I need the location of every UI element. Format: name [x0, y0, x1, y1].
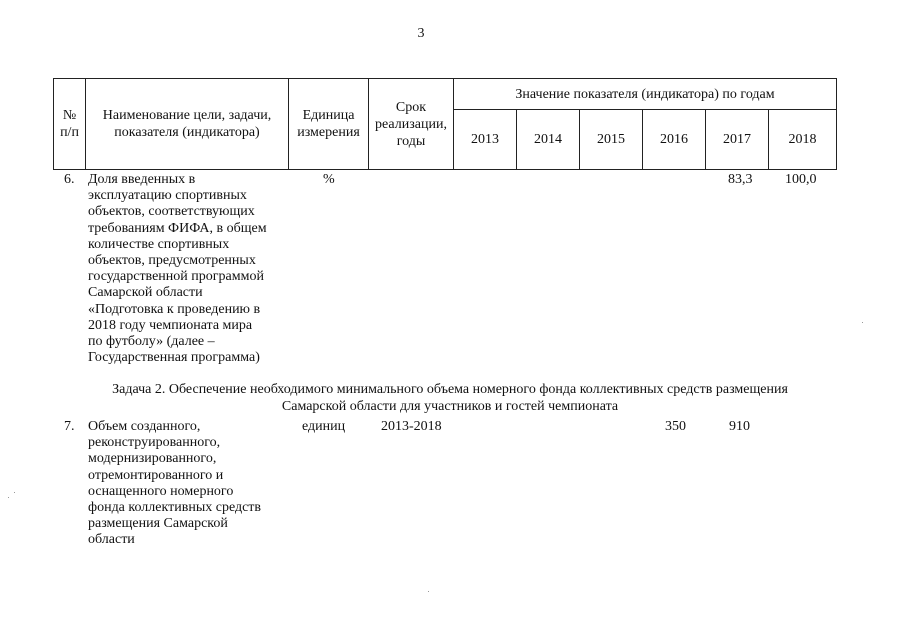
header-year: 2013: [454, 110, 517, 170]
header-col-period: Срок реализации, годы: [369, 79, 454, 170]
header-year: 2016: [643, 110, 706, 170]
value-2018: 910: [729, 419, 750, 434]
scan-speck: [862, 322, 863, 323]
header-year: 2018: [769, 110, 837, 170]
scan-speck: [14, 492, 15, 493]
row-number: 7.: [64, 419, 75, 434]
scan-speck: [8, 497, 9, 498]
indicator-name: Доля введенных в эксплуатацию спортивных объектов, соответствующих требованиям ФИФА, в общем количестве спортивных объектов, предусмотренных государственной программой Самарской области «Подготовка к проведению в 2018 году чемпионата мира по футболу» (далее – Государственная программа): [88, 172, 267, 366]
unit-value: единиц: [302, 419, 346, 434]
indicator-name: Объем созданного, реконструированного, модернизированного, отремонтированного и оснащенного номерного фонда коллективных средств размещения Самарской области: [88, 419, 262, 548]
header-year: 2015: [580, 110, 643, 170]
value-2017: 350: [665, 419, 686, 434]
header-values-group: Значение показателя (индикатора) по годам: [454, 79, 837, 110]
period-value: 2013-2018: [381, 419, 442, 434]
header-year: 2017: [706, 110, 769, 170]
value-2017: 83,3: [728, 172, 753, 187]
row-number: 6.: [64, 172, 75, 187]
header-year: 2014: [517, 110, 580, 170]
indicator-table-header: [53, 78, 837, 170]
header-col-number: № п/п: [54, 79, 86, 170]
unit-value: %: [323, 172, 335, 187]
header-col-name: Наименование цели, задачи, показателя (индикатора): [86, 79, 289, 170]
header-col-unit: Единица измерения: [289, 79, 369, 170]
page-number: 3: [417, 26, 425, 41]
task-heading: Задача 2. Обеспечение необходимого минимального объема номерного фонда коллективных средств размещения Самарской области для участников и гостей чемпионата: [112, 382, 788, 414]
value-2018: 100,0: [785, 172, 817, 187]
scan-speck: [428, 591, 429, 592]
